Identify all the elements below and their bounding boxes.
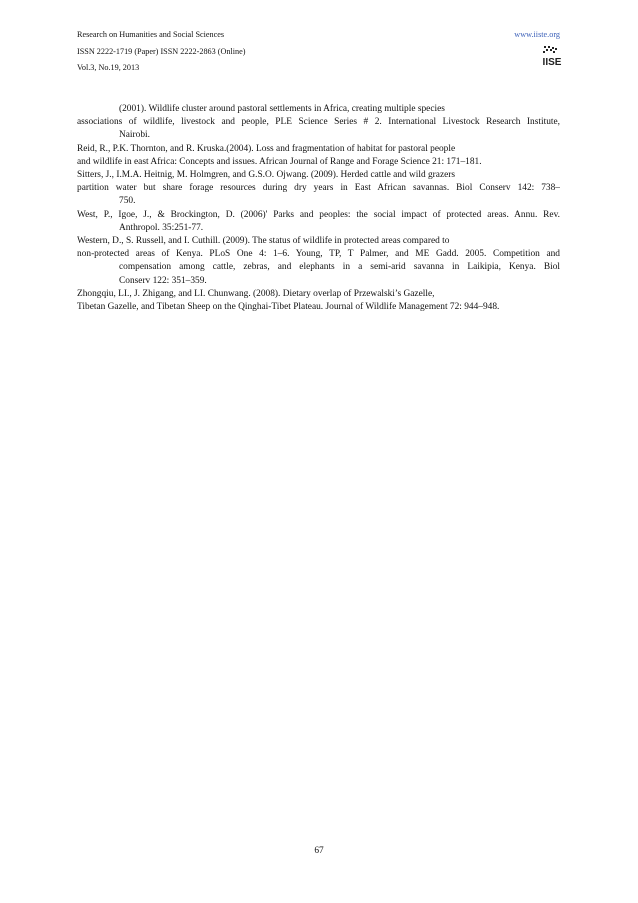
issn-line: ISSN 2222-1719 (Paper) ISSN 2222-2863 (Online) xyxy=(77,46,246,56)
volume-line: Vol.3, No.19, 2013 xyxy=(77,63,140,72)
reference-line: non-protected areas of Kenya. PLoS One 4: 1–6. Young, TP, T Palmer, and ME Gadd. 2005. Competition and xyxy=(77,249,560,260)
reference-line: Western, D., S. Russell, and I. Cuthill. (2009). The status of wildlife in protected areas compared to xyxy=(77,236,450,247)
reference-line: West, P., Igoe, J., & Brockington, D. (2006)' Parks and peoples: the social impact of protected areas. Annu. Rev. xyxy=(77,209,560,220)
reference-line: (2001). Wildlife cluster around pastoral settlements in Africa, creating multiple species xyxy=(119,104,445,114)
reference-line: 750. xyxy=(119,196,136,207)
page-number: 67 xyxy=(314,846,324,856)
logo-lettering: IISE xyxy=(542,57,562,68)
reference-line: Anthropol. 35:251-77. xyxy=(119,222,204,233)
reference-line: Sitters, J., I.M.A. Heitnig, M. Holmgren, and G.S.O. Ojwang. (2009). Herded cattle and wild grazers xyxy=(77,170,456,181)
reference-line: Nairobi. xyxy=(119,130,150,141)
reference-line: and wildlife in east Africa: Concepts and issues. African Journal of Range and Forage Science 21: 171–181. xyxy=(77,156,482,167)
reference-line: Reid, R., P.K. Thornton, and R. Kruska.(2004). Loss and fragmentation of habitat for pastoral people xyxy=(77,143,456,154)
running-header xyxy=(77,27,246,77)
reference-line: Zhongqiu, LI., J. Zhigang, and LI. Chunwang. (2008). Dietary overlap of Przewalski’s Gazelle, xyxy=(77,288,435,299)
reference-line: partition water but share forage resources during dry years in East African savannas. Biol Conserv 142: 738– xyxy=(77,183,560,194)
journal-name: Research on Humanities and Social Sciences xyxy=(77,30,225,39)
reference-line: Conserv 122: 351–359. xyxy=(119,275,207,286)
reference-line: compensation among cattle, zebras, and elephants in a semi-arid savanna in Laikipia, Kenya. Biol xyxy=(119,262,560,273)
journal-url-link[interactable]: www.iiste.org xyxy=(514,30,560,39)
iiste-logo-icon xyxy=(541,46,563,68)
reference-list xyxy=(77,103,560,314)
reference-line: associations of wildlife, livestock and people, PLE Science Series # 2. International Livestock Research Institute, xyxy=(77,117,560,128)
reference-line: Tibetan Gazelle, and Tibetan Sheep on the Qinghai-Tibet Plateau. Journal of Wildlife Management 72: 944–948. xyxy=(77,302,500,313)
